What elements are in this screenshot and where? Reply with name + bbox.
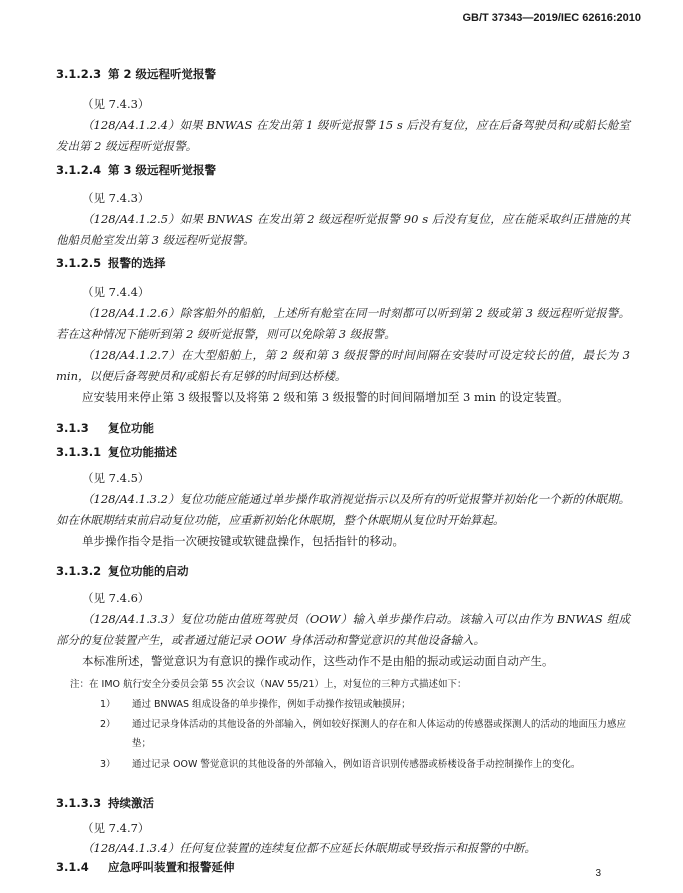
- section-heading-3-1-2-4: [56, 162, 216, 178]
- list-item: [100, 715, 630, 753]
- list-number: 1）: [100, 699, 116, 710]
- paragraph: （128/A4.1.2.6）除客船外的船舶，上述所有舱室在同一时刻都可以听到第 2 级或第 3 级远程听觉报警。若在这种情况下能听到第 2 级听觉报警，则可以免除第 3 级报警。: [56, 306, 630, 341]
- list-text: 通过 BNWAS 组成设备的单步操作，例如手动操作按钮或触摸屏；: [132, 699, 411, 710]
- section-number: 3.1.3: [56, 421, 89, 435]
- reference: （见 7.4.3）: [82, 191, 150, 205]
- section-number: 3.1.2.5: [56, 256, 102, 270]
- section-number: 3.1.3.1: [56, 445, 102, 459]
- section-number: 3.1.3.2: [56, 564, 102, 578]
- section-title: 复位功能描述: [108, 445, 177, 459]
- paragraph: （128/A4.1.3.2）复位功能应能通过单步操作取消视觉指示以及所有的听觉报警并初始化一个新的休眠期。如在休眠期结束前启动复位功能，应重新初始化休眠期，整个休眠期从复位时开始算起。: [56, 492, 630, 527]
- reference: （见 7.4.5）: [82, 471, 150, 485]
- section-title: 第 2 级远程听觉报警: [108, 67, 217, 81]
- list-text: 通过记录身体活动的其他设备的外部输入，例如较好探测人的存在和人体运动的传感器或探测人的活动的地面压力感应垫；: [132, 719, 627, 749]
- note: 注：在 IMO 航行安全分委员会第 55 次会议（NAV 55/21）上，对复位的三种方式描述如下：: [70, 679, 467, 690]
- section-heading-3-1-2-5: [56, 255, 166, 271]
- paragraph: （128/A4.1.3.4）任何复位装置的连续复位都不应延长休眠期或导致指示和报警的中断。: [82, 841, 536, 855]
- list-item: [100, 755, 630, 774]
- section-title: 持续激活: [108, 796, 154, 810]
- section-title: 复位功能的启动: [108, 564, 189, 578]
- paragraph: （128/A4.1.2.5）如果 BNWAS 在发出第 2 级远程听觉报警 90 s 后没有复位，应在能采取纠正措施的其他船员舱室发出第 3 级远程听觉报警。: [56, 212, 630, 247]
- section-title: 复位功能: [108, 421, 154, 435]
- standard-header: GB/T 37343—2019/IEC 62616:2010: [462, 12, 641, 24]
- paragraph: 单步操作指令是指一次硬按键或软键盘操作，包括指针的移动。: [82, 534, 404, 548]
- section-heading-3-1-3: [56, 420, 154, 436]
- section-title: 报警的选择: [108, 256, 166, 270]
- section-heading-3-1-3-3: [56, 795, 154, 811]
- section-title: 第 3 级远程听觉报警: [108, 163, 217, 177]
- section-heading-3-1-3-1: [56, 444, 177, 460]
- paragraph: （128/A4.1.3.3）复位功能由值班驾驶员（OOW）输入单步操作启动。该输入可以由作为 BNWAS 组成部分的复位装置产生，或者通过能记录 OOW 身体活动和警觉意识的其他设备输入。: [56, 612, 630, 647]
- page-number: 3: [595, 868, 601, 879]
- paragraph: 应安装用来停止第 3 级报警以及将第 2 级和第 3 级报警的时间间隔增加至 3 min 的设定装置。: [82, 390, 569, 404]
- list-item: [100, 695, 630, 714]
- paragraph: （128/A4.1.2.4）如果 BNWAS 在发出第 1 级听觉报警 15 s 后没有复位，应在后备驾驶员和/或船长舱室发出第 2 级远程听觉报警。: [56, 118, 630, 153]
- reference: （见 7.4.4）: [82, 285, 150, 299]
- section-heading-3-1-2-3: [56, 66, 216, 82]
- section-number: 3.1.3.3: [56, 796, 102, 810]
- section-number: 3.1.4: [56, 860, 89, 874]
- paragraph: （128/A4.1.2.7）在大型船舶上，第 2 级和第 3 级报警的时间间隔在安装时可设定较长的值，最长为 3 min，以便后备驾驶员和/或船长有足够的时间到达桥楼。: [56, 348, 630, 383]
- section-number: 3.1.2.4: [56, 163, 102, 177]
- list-text: 通过记录 OOW 警觉意识的其他设备的外部输入，例如语音识别传感器或桥楼设备手动控制操作上的变化。: [132, 759, 581, 770]
- section-title: 应急呼叫装置和报警延伸: [108, 860, 235, 874]
- list-number: 3）: [100, 759, 116, 770]
- section-heading-3-1-3-2: [56, 563, 189, 579]
- reference: （见 7.4.6）: [82, 591, 150, 605]
- section-heading-3-1-4: [56, 859, 235, 875]
- reference: （见 7.4.3）: [82, 97, 150, 111]
- paragraph: 本标准所述，警觉意识为有意识的操作或动作，这些动作不是由船的振动或运动面自动产生。: [82, 654, 554, 668]
- list-number: 2）: [100, 719, 116, 730]
- section-number: 3.1.2.3: [56, 67, 102, 81]
- reference: （见 7.4.7）: [82, 821, 150, 835]
